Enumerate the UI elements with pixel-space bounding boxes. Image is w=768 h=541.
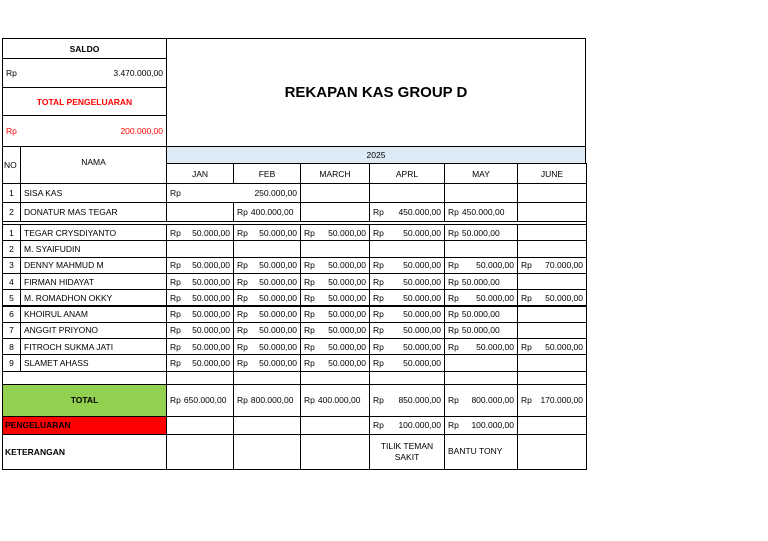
header-no: NO (2, 146, 21, 184)
pengeluaran-feb (233, 416, 301, 435)
member-row-nama: TEGAR CRYSDIYANTO (20, 224, 167, 241)
saldo-amount (2, 58, 167, 88)
member-row-feb-cell-value: 50.000,00 (259, 358, 297, 369)
total-pengeluaran-amount (2, 115, 167, 147)
summary-row-no: 1 (2, 183, 21, 203)
member-row-aprl-cell (369, 354, 445, 371)
blank-row-cell (444, 371, 518, 385)
total-may-currency: Rp (448, 395, 459, 406)
member-row-jan-cell (166, 224, 234, 241)
member-row-march-cell (300, 306, 370, 323)
member-row-march-cell (300, 338, 370, 355)
saldo-value: 3.470.000,00 (113, 68, 163, 78)
summary-row-nama: DONATUR MAS TEGAR (20, 202, 167, 222)
member-row-feb-cell-currency: Rp (237, 227, 248, 238)
total-june-value: 170.000,00 (540, 395, 583, 406)
blank-row-cell (233, 371, 301, 385)
member-row-may-cell (444, 289, 518, 306)
total-jan-value: 650.000,00 (183, 395, 227, 406)
summary-row-jan-cell (166, 202, 234, 222)
member-row-march-cell-value: 50.000,00 (328, 358, 366, 369)
member-row-feb-cell-currency: Rp (237, 260, 248, 271)
keterangan-label: KETERANGAN (2, 434, 167, 470)
summary-row-jan-cell-value: 250.000,00 (254, 188, 297, 198)
summary-row-may-cell (444, 183, 518, 203)
member-row-aprl-cell-currency: Rp (373, 292, 384, 303)
member-row-feb-cell (233, 354, 301, 371)
member-row-nama: KHOIRUL ANAM (20, 306, 167, 323)
member-row-no: 6 (2, 306, 21, 323)
member-row-may-cell-currency: Rp (448, 292, 459, 303)
member-row-jan-cell-currency: Rp (170, 341, 181, 352)
total-aprl-value: 850.000,00 (398, 395, 441, 406)
member-row-march-cell (300, 224, 370, 241)
member-row-feb-cell-value: 50.000,00 (259, 309, 297, 320)
member-row-june-cell-currency: Rp (521, 341, 532, 352)
member-row-may-cell-currency: Rp (448, 309, 459, 320)
member-row-march-cell (300, 240, 370, 257)
summary-row-march-cell (300, 183, 370, 203)
member-row-jan-cell (166, 240, 234, 257)
member-row-march-cell-currency: Rp (304, 309, 315, 320)
member-row-march-cell-value: 50.000,00 (328, 292, 366, 303)
member-row-may-cell-currency: Rp (448, 325, 459, 336)
member-row-jan-cell-value: 50.000,00 (192, 325, 230, 336)
member-row-no: 2 (2, 240, 21, 257)
member-row-feb-cell (233, 273, 301, 290)
member-row-aprl-cell-currency: Rp (373, 276, 384, 287)
member-row-aprl-cell-value: 50.000,00 (403, 292, 441, 303)
total-may-value: 800.000,00 (471, 395, 514, 406)
keterangan-note-may: BANTU TONY (444, 434, 518, 470)
member-row-jan-cell-value: 50.000,00 (192, 292, 230, 303)
summary-row-feb-cell-value: 400.000,00 (250, 207, 294, 217)
member-row-march-cell-value: 50.000,00 (328, 309, 366, 320)
member-row-june-cell-currency: Rp (521, 292, 532, 303)
blank-row-cell (517, 371, 587, 385)
summary-row-june-cell (517, 202, 587, 222)
total-jan-currency: Rp (170, 395, 181, 406)
member-row-feb-cell-currency: Rp (237, 341, 248, 352)
member-row-march-cell-currency: Rp (304, 341, 315, 352)
member-row-march-cell (300, 354, 370, 371)
member-row-jan-cell-currency: Rp (170, 227, 181, 238)
member-row-feb-cell-value: 50.000,00 (259, 292, 297, 303)
member-row-jan-cell (166, 338, 234, 355)
summary-row-june-cell (517, 183, 587, 203)
member-row-no: 9 (2, 354, 21, 371)
member-row-aprl-cell-value: 50.000,00 (403, 227, 441, 238)
member-row-feb-cell (233, 224, 301, 241)
member-row-feb-cell (233, 306, 301, 323)
member-row-aprl-cell-value: 50.000,00 (403, 309, 441, 320)
member-row-jan-cell-value: 50.000,00 (192, 260, 230, 271)
blank-row-left (2, 371, 167, 385)
member-row-feb-cell-value: 50.000,00 (259, 227, 297, 238)
saldo-label: SALDO (2, 38, 167, 59)
member-row-june-cell (517, 322, 587, 339)
total-feb-currency: Rp (237, 395, 248, 406)
total-june (517, 384, 587, 417)
member-row-march-cell-value: 50.000,00 (328, 325, 366, 336)
member-row-jan-cell (166, 322, 234, 339)
member-row-june-cell-currency: Rp (521, 260, 532, 271)
member-row-feb-cell-currency: Rp (237, 309, 248, 320)
pengeluaran-aprl (369, 416, 445, 435)
month-header-march: MARCH (300, 163, 370, 184)
summary-row-no: 2 (2, 202, 21, 222)
member-row-may-cell (444, 354, 518, 371)
member-row-jan-cell (166, 354, 234, 371)
member-row-march-cell-value: 50.000,00 (328, 276, 366, 287)
keterangan-note-jan (166, 434, 234, 470)
member-row-aprl-cell (369, 338, 445, 355)
member-row-march-cell (300, 289, 370, 306)
member-row-feb-cell-currency: Rp (237, 358, 248, 369)
pengeluaran-aprl-value: 100.000,00 (398, 420, 441, 431)
member-row-march-cell (300, 322, 370, 339)
keterangan-note-march (300, 434, 370, 470)
member-row-feb-cell-value: 50.000,00 (259, 260, 297, 271)
member-row-march-cell-currency: Rp (304, 292, 315, 303)
member-row-june-cell (517, 338, 587, 355)
member-row-jan-cell (166, 257, 234, 274)
month-header-june: JUNE (517, 163, 587, 184)
member-row-march-cell-currency: Rp (304, 325, 315, 336)
member-row-june-cell (517, 257, 587, 274)
pengeluaran-may (444, 416, 518, 435)
member-row-nama: M. ROMADHON OKKY (20, 289, 167, 306)
member-row-aprl-cell-currency: Rp (373, 227, 384, 238)
member-row-nama: SLAMET AHASS (20, 354, 167, 371)
member-row-no: 4 (2, 273, 21, 290)
member-row-may-cell-value: 50.000,00 (476, 341, 514, 352)
member-row-aprl-cell-currency: Rp (373, 260, 384, 271)
summary-row-aprl-cell (369, 183, 445, 203)
month-header-feb: FEB (233, 163, 301, 184)
member-row-aprl-cell (369, 322, 445, 339)
member-row-aprl-cell (369, 240, 445, 257)
member-row-jan-cell (166, 306, 234, 323)
member-row-march-cell-currency: Rp (304, 276, 315, 287)
member-row-aprl-cell-value: 50.000,00 (403, 341, 441, 352)
member-row-jan-cell-currency: Rp (170, 309, 181, 320)
member-row-feb-cell (233, 240, 301, 257)
total-feb-value: 800.000,00 (250, 395, 294, 406)
member-row-aprl-cell-value: 50.000,00 (403, 260, 441, 271)
pengeluaran-jan (166, 416, 234, 435)
summary-row-may-cell-currency: Rp (448, 207, 459, 217)
summary-row-aprl-cell (369, 202, 445, 222)
member-row-aprl-cell-currency: Rp (373, 309, 384, 320)
pengeluaran-may-value: 100.000,00 (471, 420, 514, 431)
member-row-may-cell (444, 338, 518, 355)
member-row-may-cell-currency: Rp (448, 260, 459, 271)
blank-row-cell (369, 371, 445, 385)
summary-row-aprl-cell-currency: Rp (373, 207, 384, 217)
keterangan-note-feb (233, 434, 301, 470)
saldo-currency: Rp (6, 68, 17, 78)
member-row-may-cell (444, 306, 518, 323)
member-row-march-cell-value: 50.000,00 (328, 341, 366, 352)
total-may (444, 384, 518, 417)
member-row-may-cell-value: 50.000,00 (476, 260, 514, 271)
summary-row-nama: SISA KAS (20, 183, 167, 203)
summary-row-aprl-cell-value: 450.000,00 (398, 207, 441, 217)
member-row-may-cell-value: 50.000,00 (461, 227, 500, 238)
blank-row-cell (166, 371, 234, 385)
member-row-no: 5 (2, 289, 21, 306)
member-row-june-cell (517, 224, 587, 241)
total-aprl-currency: Rp (373, 395, 384, 406)
member-row-feb-cell-currency: Rp (237, 276, 248, 287)
member-row-jan-cell-currency: Rp (170, 325, 181, 336)
pengeluaran-march (300, 416, 370, 435)
member-row-aprl-cell (369, 289, 445, 306)
member-row-feb-cell-value: 50.000,00 (259, 325, 297, 336)
pengeluaran-label: PENGELUARAN (2, 416, 167, 435)
blank-row-cell (300, 371, 370, 385)
summary-row-jan-cell-currency: Rp (170, 188, 181, 198)
member-row-march-cell-currency: Rp (304, 260, 315, 271)
member-row-aprl-cell (369, 224, 445, 241)
total-label: TOTAL (2, 384, 167, 417)
member-row-aprl-cell-value: 50.000,00 (403, 276, 441, 287)
member-row-feb-cell (233, 338, 301, 355)
member-row-june-cell (517, 240, 587, 257)
member-row-may-cell-value: 50.000,00 (476, 292, 514, 303)
member-row-march-cell-value: 50.000,00 (328, 227, 366, 238)
member-row-feb-cell (233, 257, 301, 274)
member-row-march-cell (300, 257, 370, 274)
member-row-no: 3 (2, 257, 21, 274)
member-row-jan-cell-value: 50.000,00 (192, 341, 230, 352)
keterangan-note-aprl: TILIK TEMAN SAKIT (369, 434, 445, 470)
summary-row-feb-cell-currency: Rp (237, 207, 248, 217)
total-pengeluaran-value: 200.000,00 (120, 126, 163, 136)
pengeluaran-may-currency: Rp (448, 420, 459, 431)
summary-row-march-cell (300, 202, 370, 222)
member-row-aprl-cell (369, 257, 445, 274)
member-row-feb-cell (233, 322, 301, 339)
member-row-no: 7 (2, 322, 21, 339)
pengeluaran-june (517, 416, 587, 435)
member-row-may-cell-value: 50.000,00 (461, 325, 500, 336)
member-row-aprl-cell-currency: Rp (373, 341, 384, 352)
member-row-june-cell-value: 50.000,00 (545, 341, 583, 352)
summary-row-jan-cell (166, 183, 301, 203)
member-row-jan-cell-value: 50.000,00 (192, 309, 230, 320)
member-row-june-cell (517, 306, 587, 323)
member-row-may-cell (444, 240, 518, 257)
member-row-jan-cell-value: 50.000,00 (192, 276, 230, 287)
member-row-may-cell-value: 50.000,00 (461, 276, 500, 287)
member-row-jan-cell (166, 273, 234, 290)
member-row-march-cell (300, 273, 370, 290)
member-row-jan-cell-currency: Rp (170, 276, 181, 287)
member-row-nama: FITROCH SUKMA JATI (20, 338, 167, 355)
month-header-aprl: APRL (369, 163, 445, 184)
member-row-may-cell-value: 50.000,00 (461, 309, 500, 320)
member-row-may-cell (444, 322, 518, 339)
member-row-jan-cell-value: 50.000,00 (192, 358, 230, 369)
total-aprl (369, 384, 445, 417)
member-row-june-cell-value: 50.000,00 (545, 292, 583, 303)
kas-spreadsheet (2, 38, 586, 470)
pengeluaran-aprl-currency: Rp (373, 420, 384, 431)
member-row-may-cell (444, 273, 518, 290)
member-row-june-cell (517, 273, 587, 290)
member-row-may-cell-currency: Rp (448, 341, 459, 352)
total-pengeluaran-label: TOTAL PENGELUARAN (2, 87, 167, 116)
member-row-feb-cell-value: 50.000,00 (259, 341, 297, 352)
total-march-value: 400.000,00 (317, 395, 361, 406)
total-pengeluaran-currency: Rp (6, 126, 17, 136)
member-row-june-cell-value: 70.000,00 (545, 260, 583, 271)
member-row-jan-cell (166, 289, 234, 306)
member-row-nama: FIRMAN HIDAYAT (20, 273, 167, 290)
header-nama: NAMA (20, 146, 167, 184)
member-row-jan-cell-value: 50.000,00 (192, 227, 230, 238)
member-row-jan-cell-currency: Rp (170, 292, 181, 303)
member-row-aprl-cell (369, 273, 445, 290)
member-row-nama: DENNY MAHMUD M (20, 257, 167, 274)
total-jan (166, 384, 234, 417)
member-row-march-cell-value: 50.000,00 (328, 260, 366, 271)
member-row-nama: M. SYAIFUDIN (20, 240, 167, 257)
member-row-may-cell (444, 224, 518, 241)
member-row-june-cell (517, 289, 587, 306)
member-row-aprl-cell-value: 50.000,00 (403, 325, 441, 336)
member-row-nama: ANGGIT PRIYONO (20, 322, 167, 339)
member-row-no: 8 (2, 338, 21, 355)
member-row-march-cell-currency: Rp (304, 358, 315, 369)
total-march (300, 384, 370, 417)
page-title: REKAPAN KAS GROUP D (166, 38, 586, 147)
member-row-may-cell-currency: Rp (448, 227, 459, 238)
member-row-may-cell-currency: Rp (448, 276, 459, 287)
summary-row-may-cell (444, 202, 518, 222)
member-row-feb-cell-currency: Rp (237, 292, 248, 303)
member-row-aprl-cell-currency: Rp (373, 325, 384, 336)
month-header-jan: JAN (166, 163, 234, 184)
member-row-feb-cell-currency: Rp (237, 325, 248, 336)
member-row-march-cell-currency: Rp (304, 227, 315, 238)
member-row-feb-cell-value: 50.000,00 (259, 276, 297, 287)
keterangan-note-june (517, 434, 587, 470)
member-row-aprl-cell (369, 306, 445, 323)
month-header-may: MAY (444, 163, 518, 184)
total-june-currency: Rp (521, 395, 532, 406)
member-row-may-cell (444, 257, 518, 274)
summary-row-may-cell-value: 450.000,00 (461, 207, 505, 217)
member-row-june-cell (517, 354, 587, 371)
member-row-aprl-cell-currency: Rp (373, 358, 384, 369)
summary-row-feb-cell (233, 202, 301, 222)
total-march-currency: Rp (304, 395, 315, 406)
member-row-jan-cell-currency: Rp (170, 260, 181, 271)
header-year: 2025 (166, 146, 586, 164)
member-row-feb-cell (233, 289, 301, 306)
member-row-aprl-cell-value: 50.000,00 (403, 358, 441, 369)
member-row-no: 1 (2, 224, 21, 241)
total-feb (233, 384, 301, 417)
member-row-jan-cell-currency: Rp (170, 358, 181, 369)
